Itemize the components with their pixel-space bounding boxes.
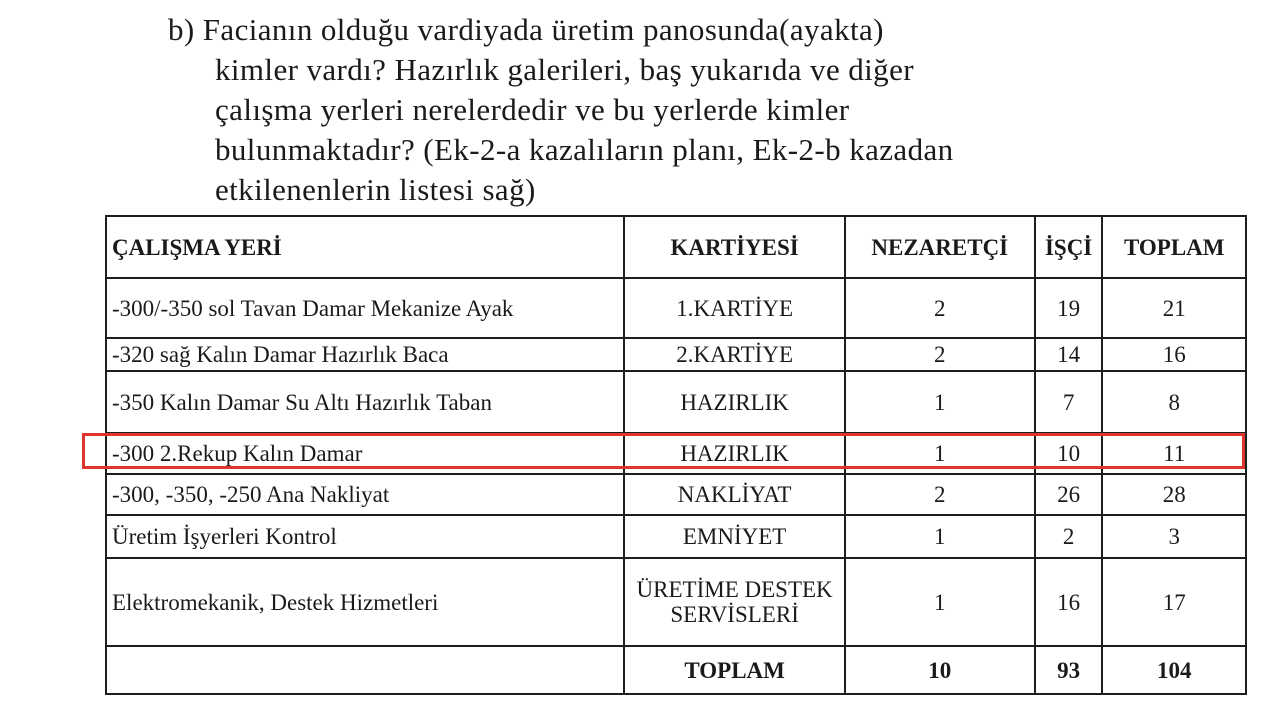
cell-nezaretci: 1 [845,515,1035,558]
cell-location: -320 sağ Kalın Damar Hazırlık Baca [106,338,624,371]
table-row [106,338,1246,371]
total-label: TOPLAM [624,646,844,694]
cell-location: -300 2.Rekup Kalın Damar [106,433,624,474]
cell-nezaretci: 1 [845,371,1035,433]
cell-toplam: 8 [1102,371,1246,433]
cell-location: -350 Kalın Damar Su Altı Hazırlık Taban [106,371,624,433]
cell-toplam: 11 [1102,433,1246,474]
cell-kartiye: EMNİYET [624,515,844,558]
table-row [106,371,1246,433]
cell-nezaretci: 2 [845,474,1035,515]
cell-toplam: 21 [1102,278,1246,338]
cell-isci: 19 [1035,278,1103,338]
table-row [106,515,1246,558]
cell-isci: 16 [1035,558,1103,646]
cell-location: Üretim İşyerleri Kontrol [106,515,624,558]
header-kartiye: KARTİYESİ [624,216,844,278]
cell-empty [106,646,624,694]
cell-isci: 7 [1035,371,1103,433]
header-nezaretci: NEZARETÇİ [845,216,1035,278]
question-line: kimler vardı? Hazırlık galerileri, baş yukarıda ve diğer [215,52,914,87]
cell-kartiye: 1.KARTİYE [624,278,844,338]
table-row [106,278,1246,338]
question-line: bulunmaktadır? (Ek-2-a kazalıların planı, Ek-2-b kazadan [215,132,954,167]
table-row [106,474,1246,515]
cell-isci: 26 [1035,474,1103,515]
cell-kartiye: ÜRETİME DESTEK SERVİSLERİ [624,558,844,646]
header-isci: İŞÇİ [1035,216,1103,278]
cell-nezaretci: 2 [845,278,1035,338]
table-header-row [106,216,1246,278]
cell-nezaretci: 1 [845,433,1035,474]
cell-toplam: 17 [1102,558,1246,646]
cell-location: -300/-350 sol Tavan Damar Mekanize Ayak [106,278,624,338]
cell-nezaretci: 2 [845,338,1035,371]
cell-nezaretci: 1 [845,558,1035,646]
staff-table [105,215,1247,695]
header-toplam: TOPLAM [1102,216,1246,278]
cell-toplam: 16 [1102,338,1246,371]
cell-isci: 10 [1035,433,1103,474]
cell-kartiye: HAZIRLIK [624,371,844,433]
question-line: b) Facianın olduğu vardiyada üretim panosunda(ayakta) [168,12,884,47]
cell-location: -300, -350, -250 Ana Nakliyat [106,474,624,515]
cell-isci: 14 [1035,338,1103,371]
cell-location: Elektromekanik, Destek Hizmetleri [106,558,624,646]
cell-toplam: 3 [1102,515,1246,558]
total-nezaretci: 10 [845,646,1035,694]
total-isci: 93 [1035,646,1103,694]
header-location: ÇALIŞMA YERİ [106,216,624,278]
table-row-highlighted [106,433,1246,474]
question-line: etkilenenlerin listesi sağ) [215,172,536,207]
question-text [168,10,1280,210]
cell-kartiye: NAKLİYAT [624,474,844,515]
total-toplam: 104 [1102,646,1246,694]
table-total-row [106,646,1246,694]
cell-isci: 2 [1035,515,1103,558]
cell-kartiye: 2.KARTİYE [624,338,844,371]
cell-kartiye: HAZIRLIK [624,433,844,474]
table-row [106,558,1246,646]
cell-toplam: 28 [1102,474,1246,515]
question-line: çalışma yerleri nerelerdedir ve bu yerlerde kimler [215,92,850,127]
